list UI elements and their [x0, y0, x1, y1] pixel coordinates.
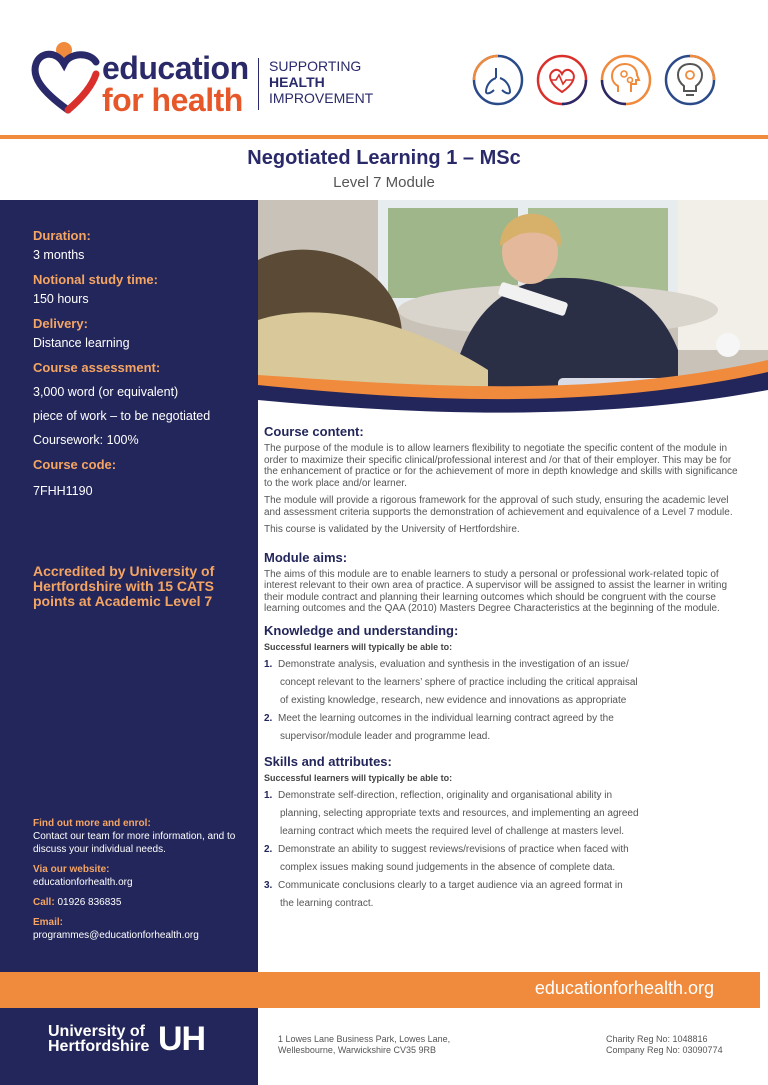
header-orange-rule	[0, 135, 768, 139]
skills-item	[264, 877, 744, 913]
skills-heading: Skills and attributes:	[264, 753, 392, 769]
module-aims-heading: Module aims:	[264, 549, 348, 565]
call-line	[33, 896, 248, 909]
list-line: the learning contract.	[280, 897, 374, 909]
lungs-icon	[470, 52, 526, 108]
study-time-value: 150 hours	[33, 292, 89, 306]
knowledge-heading: Knowledge and understanding:	[264, 622, 459, 638]
website-label: Via our website:	[33, 864, 110, 875]
brain-gears-icon	[598, 52, 654, 108]
assessment-label: Course assessment:	[33, 360, 161, 375]
skills-subheading: Successful learners will typically be able to:	[264, 772, 453, 783]
page-title: Negotiated Learning 1 – MSc	[247, 147, 521, 169]
list-number: 2.	[264, 712, 273, 724]
list-line: of existing knowledge, research, new evidence and innovations as appropriate	[280, 694, 627, 706]
university-name-line-2: Hertfordshire	[48, 1038, 150, 1055]
delivery-value: Distance learning	[33, 336, 130, 350]
page-subtitle: Level 7 Module	[333, 174, 435, 191]
course-code-label: Course code:	[33, 457, 117, 472]
knowledge-item	[264, 656, 744, 710]
list-line: supervisor/module leader and programme lead.	[280, 730, 491, 742]
list-line: concept relevant to the learners’ sphere of practice including the critical appraisal	[280, 676, 638, 688]
course-details-sidebar	[0, 200, 258, 972]
tagline-line-1: SUPPORTING	[269, 58, 362, 74]
website-banner	[0, 972, 760, 1008]
email-link[interactable]: programmes@educationforhealth.org	[33, 930, 199, 941]
list-line: Demonstrate an ability to suggest reviews/revisions of practice when faced with	[278, 843, 629, 855]
tagline-line-2	[269, 74, 373, 90]
header-icon-row	[470, 52, 720, 112]
main-content	[264, 424, 744, 913]
list-line: planning, selecting appropriate texts and resources, and implementing an agreed	[280, 807, 639, 819]
list-line: Communicate conclusions clearly to a target audience via an agreed format in	[278, 879, 623, 891]
list-line: complex issues making sound judgements in the absence of complete data.	[280, 861, 616, 873]
list-line: Meet the learning outcomes in the individual learning contract agreed by the	[278, 712, 614, 724]
address-line-1: 1 Lowes Lane Business Park, Lowes Lane,	[278, 1034, 451, 1044]
list-line: Demonstrate analysis, evaluation and synthesis in the investigation of an issue/	[278, 658, 629, 670]
education-for-health-logo[interactable]	[30, 40, 260, 120]
address-line-2: Wellesbourne, Warwickshire CV35 9RB	[278, 1045, 437, 1055]
course-content-heading: Course content:	[264, 424, 364, 439]
registration-numbers	[606, 1034, 723, 1056]
skills-item	[264, 841, 744, 877]
logo-text-education: education	[102, 50, 249, 86]
knowledge-item	[264, 710, 744, 746]
list-number: 1.	[264, 658, 273, 670]
hero-photo	[258, 200, 768, 420]
duration-value: 3 months	[33, 248, 85, 262]
tagline-line-2-bold: HEALTH	[269, 74, 325, 90]
assessment-line-3: Coursework: 100%	[33, 433, 139, 447]
page-footer	[0, 1008, 768, 1085]
uh-logo-mark: UH	[158, 1020, 206, 1058]
photo-illustration	[258, 200, 768, 420]
list-number: 1.	[264, 789, 273, 801]
delivery-label: Delivery:	[33, 316, 88, 331]
course-content-paragraph-2: The module will provide a rigorous framework for the approval of such study, ensuring the academic level and assessment criteria supports the demonstration of achievement and equivalence of a Level 7 module.	[264, 495, 733, 518]
list-number: 2.	[264, 843, 273, 855]
course-content-paragraph-3: This course is validated by the University of Hertfordshire.	[264, 524, 520, 535]
list-line: Demonstrate self-direction, reflection, originality and organisational ability in	[278, 789, 613, 801]
university-logo-box	[0, 1008, 258, 1085]
contact-block	[33, 817, 248, 942]
company-reg: Company Reg No: 03090774	[606, 1045, 723, 1055]
knowledge-subheading: Successful learners will typically be able to:	[264, 641, 453, 652]
tagline-line-3: IMPROVEMENT	[269, 90, 374, 106]
logo-text-for-health: for health	[102, 82, 243, 118]
skills-item	[264, 787, 744, 841]
course-content-paragraph-1: The purpose of the module is to allow learners flexibility to negotiate the specific content of the module in order to maximize their specific clinical/professional interest and /or that of their employer. This may be for the enhancement of practice or for the achievement of more in depth knowledge and skills with significance to the work place and/or learner.	[264, 443, 738, 489]
tagline	[258, 58, 373, 110]
heart-logo-icon	[30, 40, 106, 116]
heart-pulse-icon	[534, 52, 590, 108]
call-number[interactable]: 01926 836835	[57, 897, 122, 908]
find-out-more-text: Contact our team for more information, and to discuss your individual needs.	[33, 831, 236, 855]
list-line: learning contract which meets the required level of challenge at masters level.	[280, 825, 625, 837]
page-header	[0, 0, 768, 140]
lightbulb-gear-icon	[662, 52, 718, 108]
title-block	[0, 143, 768, 191]
course-code-value: 7FHH1190	[33, 484, 93, 498]
module-aims-paragraph: The aims of this module are to enable learners to study a personal or professional work-related topic of interest relevant to their own area of practice. A supervisor will be assigned to assist the learner in writing their module contract and planning their learning outcomes which should be congruent with the course learning outcomes and the QAA (2010) Masters Degree Characteristics at the beginning of the module.	[264, 568, 728, 614]
assessment-line-1: 3,000 word (or equivalent)	[33, 385, 179, 399]
list-number: 3.	[264, 879, 273, 891]
postal-address	[278, 1034, 450, 1056]
accreditation-statement: Accredited by University of Hertfordshire with 15 CATS points at Academic Level 7	[33, 563, 215, 609]
footer-website-link[interactable]: educationforhealth.org	[534, 978, 714, 998]
study-time-label: Notional study time:	[33, 272, 158, 287]
university-name	[48, 1024, 149, 1054]
duration-label: Duration:	[33, 228, 91, 243]
find-out-more-label: Find out more and enrol:	[33, 818, 151, 829]
charity-reg: Charity Reg No: 1048816	[606, 1034, 708, 1044]
website-link[interactable]: educationforhealth.org	[33, 877, 133, 888]
email-label: Email:	[33, 917, 64, 928]
assessment-line-2: piece of work – to be negotiated	[33, 409, 211, 423]
call-label: Call:	[33, 897, 55, 908]
university-name-line-1: University of	[48, 1023, 145, 1040]
